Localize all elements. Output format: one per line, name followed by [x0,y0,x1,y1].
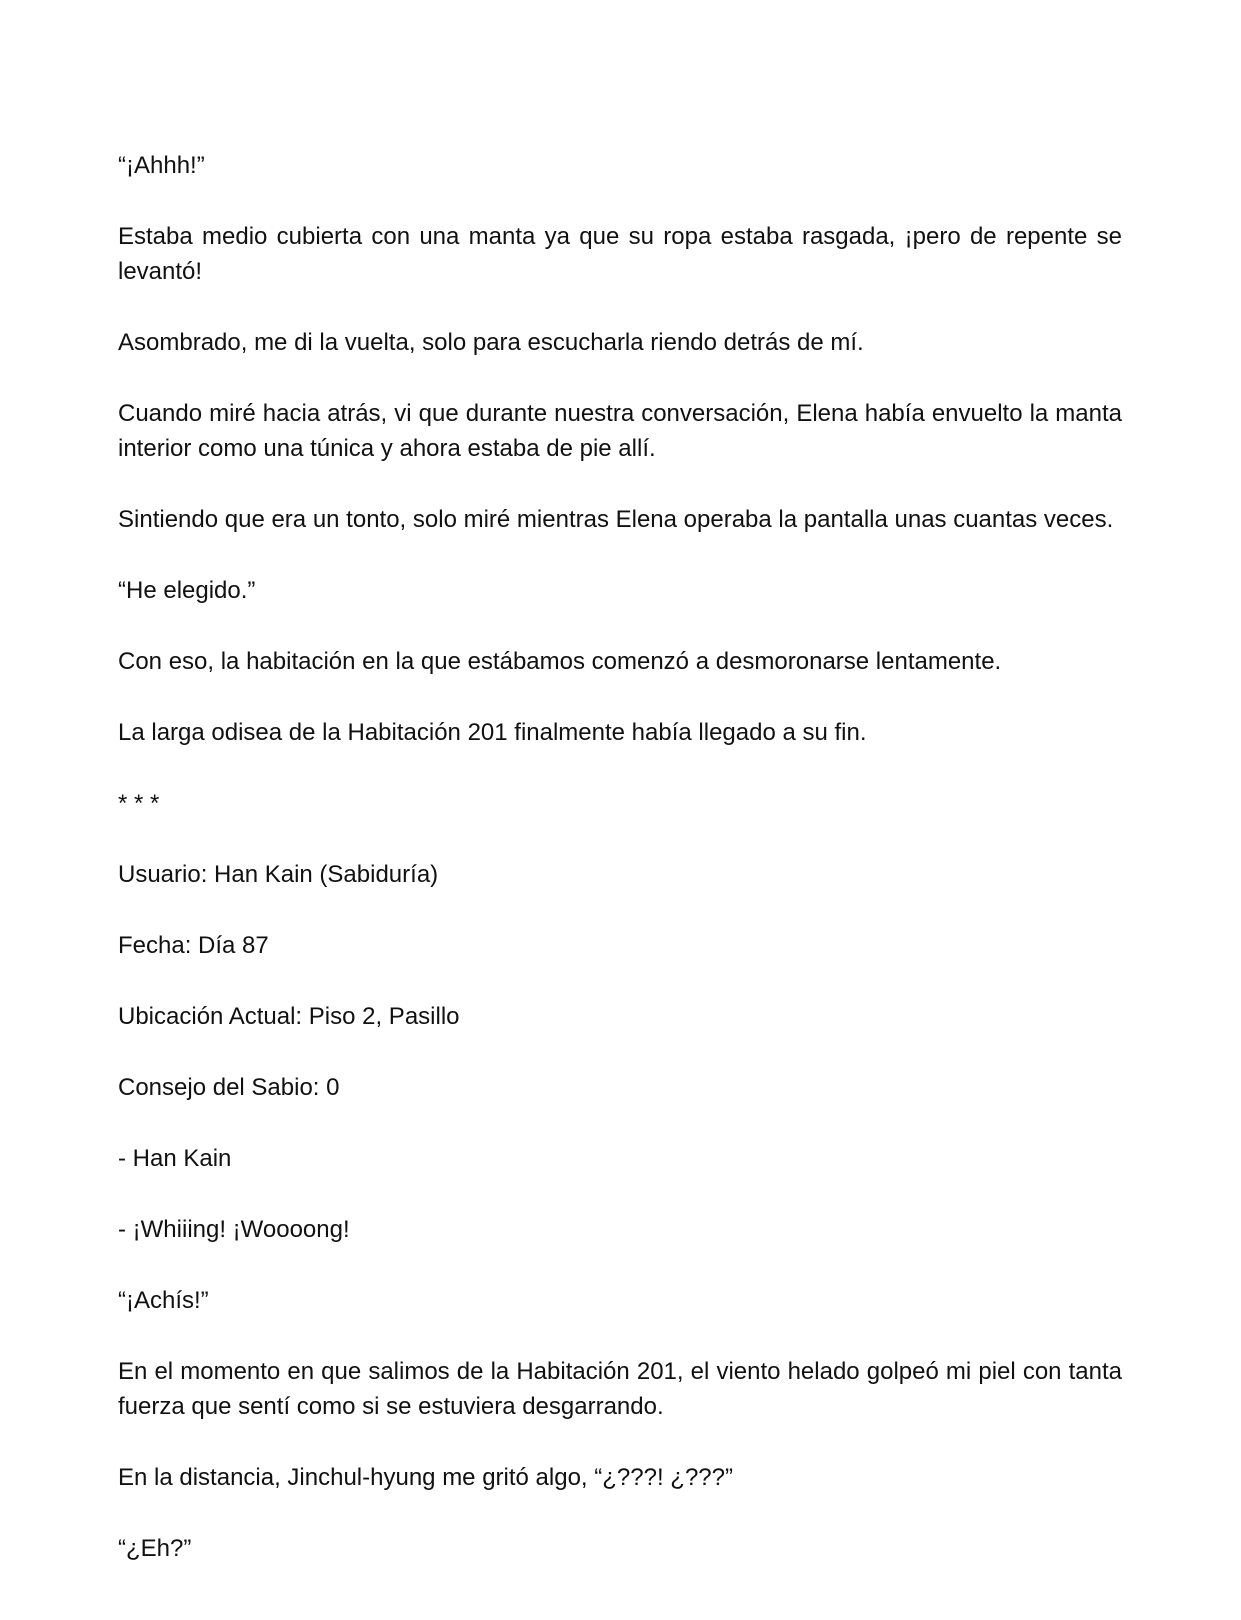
dialogue-achis: “¡Achís!” [118,1287,209,1314]
list-item-sound-effect: - ¡Whiiing! ¡Woooong! [118,1216,350,1243]
paragraph-room-crumbling: Con eso, la habitación en la que estábamos comenzó a desmoronarse lentamente. [118,648,1002,675]
status-user: Usuario: Han Kain (Sabiduría) [118,861,439,888]
paragraph-looked-back: Cuando miré hacia atrás, vi que durante nuestra conversación, Elena había envuelto la manta interior como una túnica y ahora estaba de pie allí. [118,400,1122,462]
paragraph-jinchul-shouts: En la distancia, Jinchul-hyung me gritó algo, “¿???! ¿???” [118,1464,733,1491]
paragraph-blanket: Estaba medio cubierta con una manta ya que su ropa estaba rasgada, ¡pero de repente se levantó! [118,223,1122,285]
paragraph-fool: Sintiendo que era un tonto, solo miré mientras Elena operaba la pantalla unas cuantas veces. [118,506,1114,533]
dialogue-ahhh: “¡Ahhh!” [118,152,205,179]
paragraph-odyssey-end: La larga odisea de la Habitación 201 finalmente había llegado a su fin. [118,719,867,746]
dialogue-eh: “¿Eh?” [118,1535,192,1562]
paragraph-icy-wind: En el momento en que salimos de la Habitación 201, el viento helado golpeó mi piel con tanta fuerza que sentí como si se estuviera desgarrando. [118,1358,1122,1420]
dialogue-chosen: “He elegido.” [118,577,256,604]
status-date: Fecha: Día 87 [118,932,269,959]
paragraph-astonished: Asombrado, me di la vuelta, solo para escucharla riendo detrás de mí. [118,329,864,356]
document-page [118,148,1122,1566]
list-item-han-kain: - Han Kain [118,1145,232,1172]
status-location: Ubicación Actual: Piso 2, Pasillo [118,1003,460,1030]
section-separator: * * * [118,790,160,817]
status-sage-advice: Consejo del Sabio: 0 [118,1074,340,1101]
